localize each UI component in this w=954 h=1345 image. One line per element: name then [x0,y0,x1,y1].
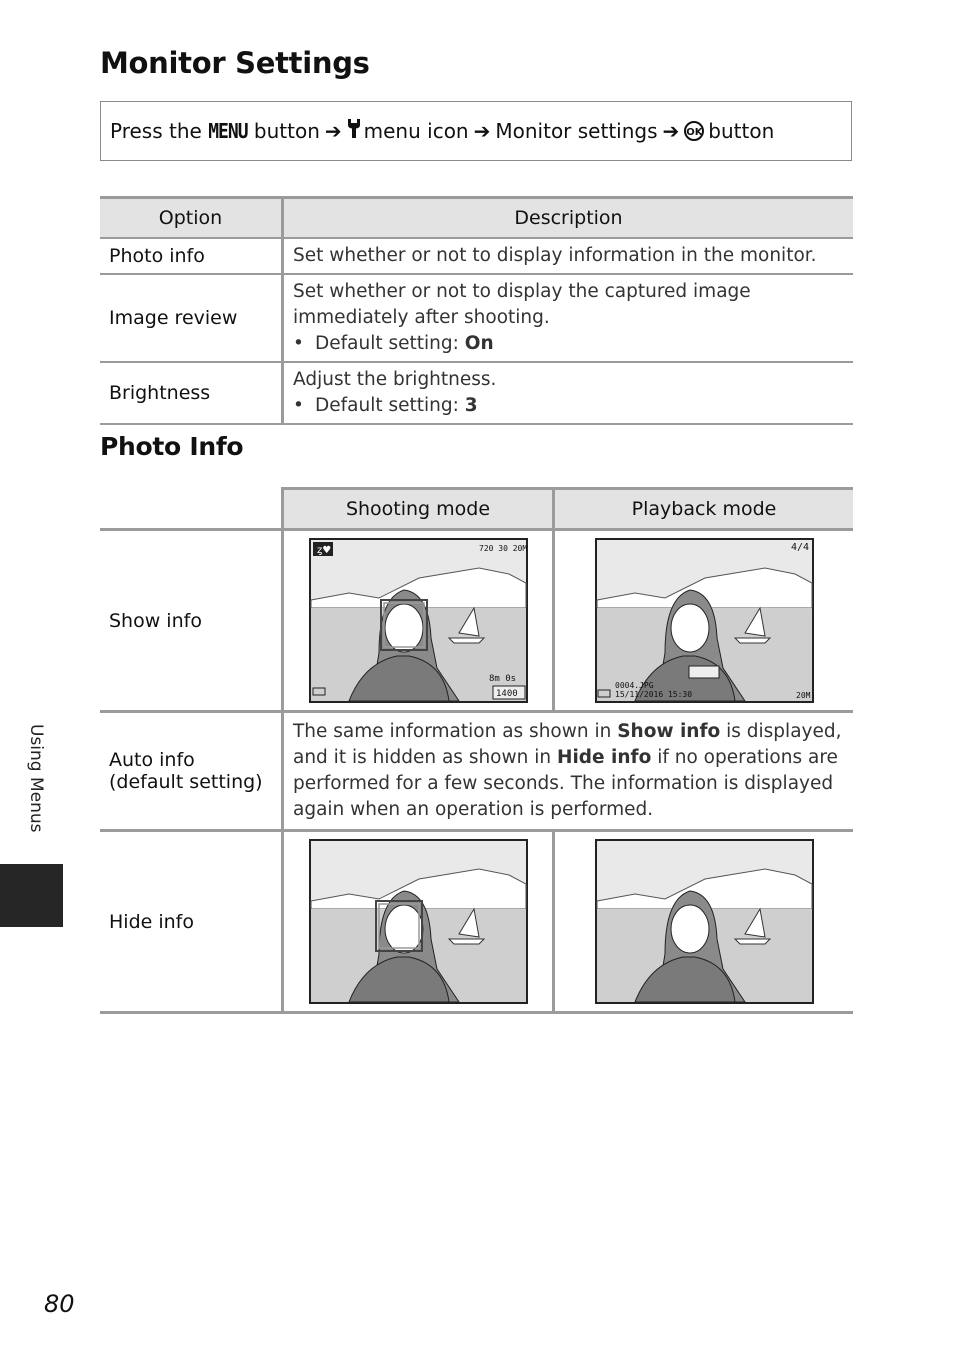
playback-file-name: 0004.JPG [614,681,654,690]
table-row [100,274,853,362]
shooting-show-info-cell [283,530,554,712]
playback-screen-no-info [595,839,814,1004]
side-tab-marker [0,864,63,927]
column-header-option: Option [100,198,283,239]
default-setting-note: (default setting) [109,771,263,793]
default-setting-bullet [293,393,844,419]
column-header-description: Description [283,198,854,239]
ok-retouch-icon [689,666,719,678]
row-label-hide-info: Hide info [100,831,283,1013]
row-label-show-info: Show info [100,530,283,712]
default-value: 3 [464,395,478,416]
shoot-remaining-time: 8m 0s [488,674,516,684]
default-label: Default setting: [315,395,465,416]
shoot-exposure-count: 1400 [495,689,518,699]
side-tab-label [20,724,50,848]
description-cell [283,362,854,424]
desc-bold-show-info: Show info [617,721,721,742]
menu-path-box [100,101,852,161]
table-row [100,362,853,424]
playback-show-info-cell [554,530,854,712]
description-cell [283,274,854,362]
shooting-screen-with-info [309,538,528,703]
ok-button-icon: OK [684,121,704,141]
default-setting-bullet [293,331,844,357]
shooting-hide-info-cell [283,831,554,1013]
monitor-settings-table [100,196,853,425]
empty-header-cell [100,489,283,530]
photo-info-table [100,487,853,1014]
description-text: Set whether or not to display the captured image immediately after shooting. [293,281,751,328]
playback-screen-with-info [595,538,814,703]
default-label: Default setting: [315,333,465,354]
page-number: 80 [44,1290,75,1318]
desc-text: is displayed, and it is hidden as shown in [293,721,842,768]
table-row [100,712,853,831]
desc-text: if no operations are performed for a few seconds. The information is displayed again when an operation is performed. [293,747,838,820]
default-value: On [464,333,494,354]
playback-hide-info-cell [554,831,854,1013]
wrench-icon [347,118,361,144]
portrait-mode-icon: ȥ♥ [316,545,331,556]
shoot-top-indicators: 720 30 20M [478,544,527,553]
section-title: Photo Info [100,432,244,461]
arrow-icon: ➔ [324,119,342,143]
column-header-shooting: Shooting mode [283,489,554,530]
menu-icon-text: menu icon [363,119,469,143]
table-row [100,238,853,274]
table-row [100,831,853,1013]
playback-frame-counter: 4/4 [790,542,809,553]
option-cell: Photo info [100,238,283,274]
description-cell: Set whether or not to display information in the monitor. [283,238,854,274]
row-label-auto-info [100,712,283,831]
desc-text: The same information as shown in [293,721,618,742]
press-text: Press the [110,119,202,143]
description-text: Adjust the brightness. [293,369,497,390]
monitor-settings-text: Monitor settings [495,119,658,143]
auto-info-label: Auto info [109,749,195,771]
side-tab-text: Using Menus [26,724,46,833]
option-cell: Brightness [100,362,283,424]
playback-date-time: 15/11/2016 15:30 [614,690,692,699]
button-text: button [708,119,775,143]
menu-button-icon: MENU [208,118,248,144]
table-header-row [100,489,853,530]
image-size-indicator: 20M [795,691,810,700]
button-text: button [253,119,320,143]
table-row [100,530,853,712]
arrow-icon: ➔ [662,119,680,143]
desc-bold-hide-info: Hide info [556,747,652,768]
arrow-icon: ➔ [473,119,491,143]
shooting-screen-no-info [309,839,528,1004]
table-header-row [100,198,853,239]
option-cell: Image review [100,274,283,362]
auto-info-description [283,712,854,831]
page-title: Monitor Settings [100,46,370,80]
column-header-playback: Playback mode [554,489,854,530]
